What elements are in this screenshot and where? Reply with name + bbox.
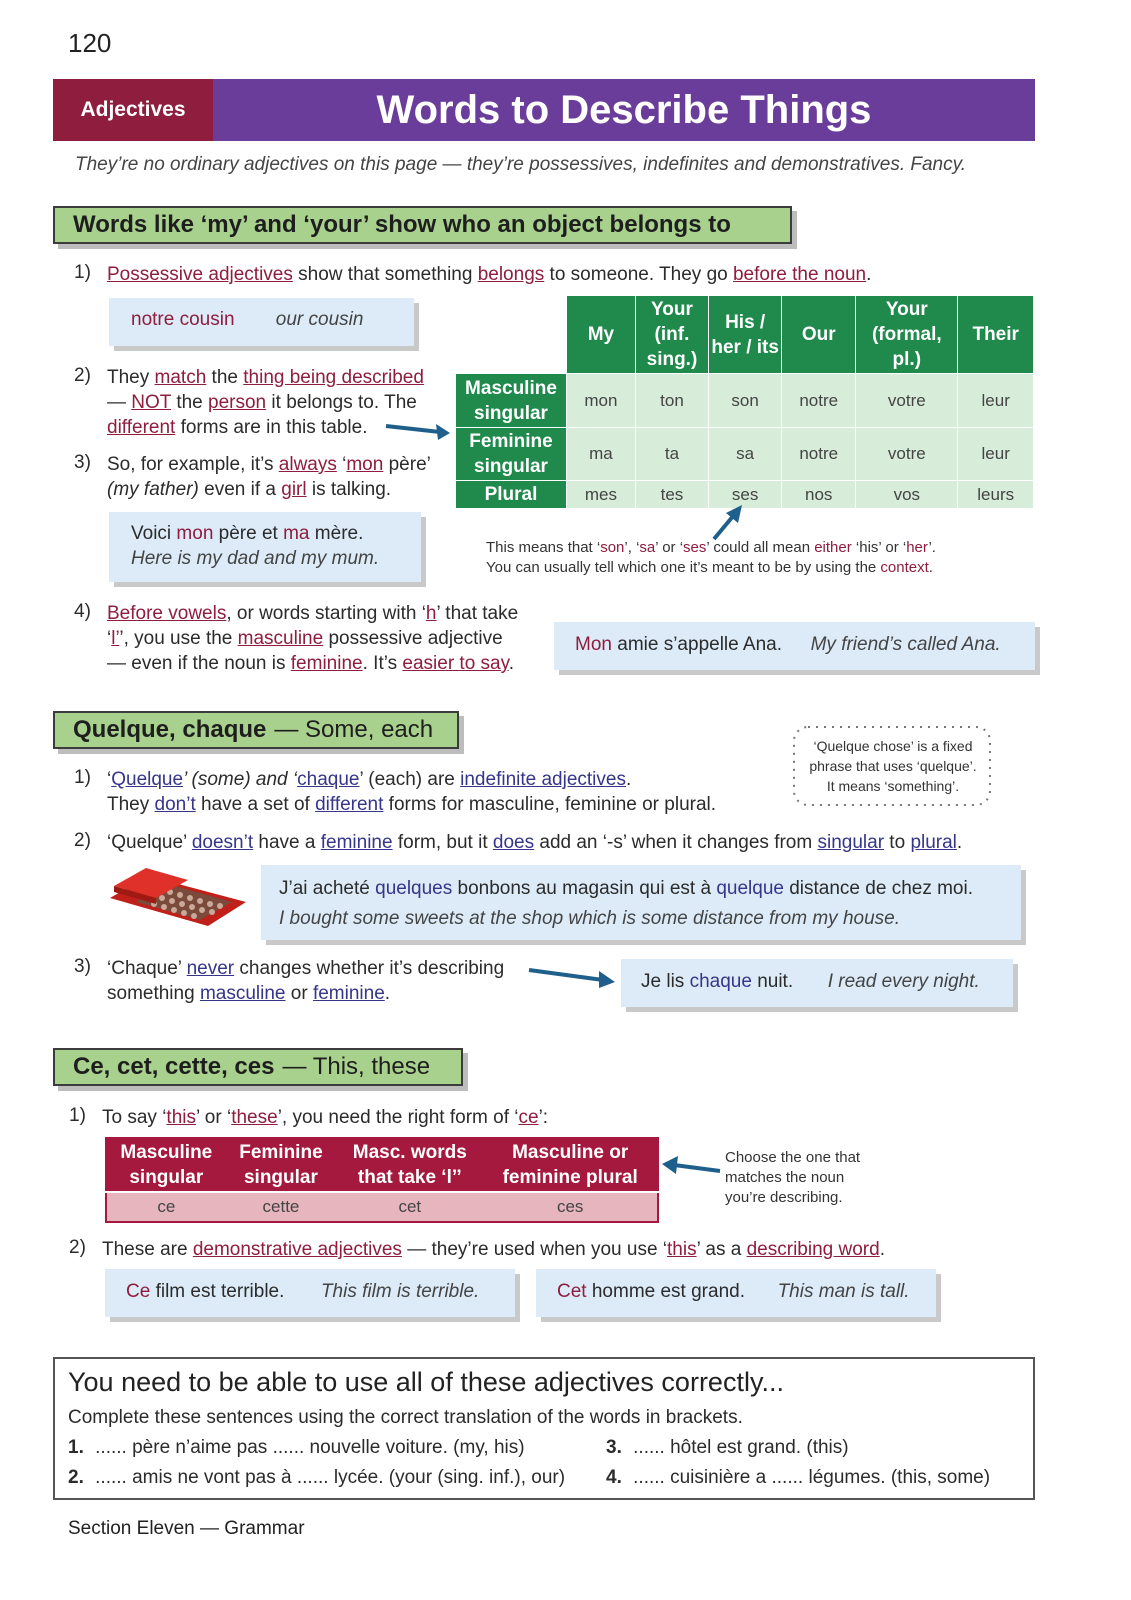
text: ’ that take <box>436 603 519 624</box>
text: distance from my house. <box>687 908 900 929</box>
section-tag: Adjectives <box>53 79 213 141</box>
term: person <box>208 392 267 413</box>
term: this <box>667 1239 697 1260</box>
table-cell: ces <box>483 1192 658 1222</box>
term: belongs <box>477 264 545 285</box>
text: J’ai acheté <box>279 878 376 899</box>
term: never <box>186 958 235 979</box>
highlight: Cet <box>557 1281 587 1302</box>
table-corner <box>456 296 567 374</box>
example-box <box>536 1269 936 1317</box>
table-cell: cet <box>336 1192 483 1222</box>
table-cell: ta <box>635 428 708 481</box>
term: don’t <box>154 794 196 815</box>
text: is talking. <box>306 479 392 500</box>
text: ’, you need the right form of ‘ <box>277 1107 519 1128</box>
text: , or words starting with ‘ <box>226 603 426 624</box>
term: these <box>231 1107 278 1128</box>
highlight: ma <box>283 523 310 544</box>
text: ’, ‘ <box>624 539 640 556</box>
term: girl <box>281 479 307 500</box>
highlight: chaque <box>689 971 752 992</box>
table-cell: notre <box>782 374 856 428</box>
text: matches the noun <box>725 1169 845 1186</box>
text: distance de chez moi. <box>783 878 973 899</box>
text: the <box>171 392 209 413</box>
term: mon <box>346 454 384 475</box>
practice-title: You need to be able to use all of these adjectives correctly... <box>68 1367 784 1397</box>
point-number: 1) <box>69 1105 86 1126</box>
highlight: quelques <box>375 878 453 899</box>
text: or <box>285 983 313 1004</box>
text: have a set of <box>195 794 316 815</box>
blank: ...... <box>633 1467 665 1488</box>
table-cell: ce <box>106 1192 226 1222</box>
highlight: every <box>881 971 929 992</box>
term: l’ <box>111 628 120 649</box>
blank: ...... <box>633 1437 665 1458</box>
row-label: Masculine singular <box>456 374 567 428</box>
heading-light: — This, these <box>282 1053 431 1080</box>
text: homme est grand. <box>586 1281 745 1302</box>
example-box <box>109 512 421 582</box>
demonstrative-table <box>105 1137 659 1223</box>
point-possessive-intro <box>107 262 871 287</box>
text: ’, you use the <box>119 628 238 649</box>
highlight: My <box>810 634 836 655</box>
table-cell: nos <box>782 481 856 509</box>
example-box <box>109 298 414 346</box>
chocolate-box-illustration <box>108 868 248 930</box>
point-number: 3) <box>74 452 91 473</box>
point-number: 2) <box>74 830 91 851</box>
arrow-icon <box>660 1155 722 1179</box>
highlight: her <box>906 539 929 556</box>
text: the <box>206 367 244 388</box>
text: amis ne vont pas à <box>126 1467 297 1488</box>
term: doesn’t <box>191 832 254 853</box>
text: . <box>928 559 933 576</box>
point-demonstrative <box>102 1237 885 1262</box>
highlight: sa <box>639 539 656 556</box>
table-header: Masculine or feminine plural <box>483 1138 658 1192</box>
text: ’ could all mean <box>706 539 815 556</box>
table-cell: tes <box>635 481 708 509</box>
section-heading-text: Words like ‘my’ and ‘your’ show who an object belongs to <box>73 211 731 238</box>
point-number: 3) <box>74 956 91 977</box>
text: — even if the noun is <box>107 653 291 674</box>
highlight: This <box>777 1281 814 1302</box>
text: dad and <box>221 548 302 569</box>
point-number: 2) <box>74 365 91 386</box>
point-match <box>107 365 424 440</box>
point-before-vowels <box>107 601 518 676</box>
text: film is terrible. <box>356 1281 480 1302</box>
point-indefinite <box>107 767 716 817</box>
page-subtitle: They’re no ordinary adjectives on this page — they’re possessives, indefinites and demonstratives. Fancy. <box>75 154 966 175</box>
term: feminine <box>290 653 363 674</box>
example-french: notre cousin <box>131 309 235 330</box>
point-quelque-plural <box>107 830 962 855</box>
heading-bold: Quelque, chaque <box>73 716 267 743</box>
blank: ...... <box>95 1467 127 1488</box>
highlight: Ce <box>126 1281 151 1302</box>
row-label: Feminine singular <box>456 428 567 481</box>
text: So, for example, it’s <box>107 454 279 475</box>
blank: ...... <box>296 1467 329 1488</box>
text: This means that ‘ <box>486 539 601 556</box>
highlight: some <box>352 908 400 929</box>
text: it belongs to. The <box>266 392 417 413</box>
text: . <box>866 264 872 285</box>
term: this <box>166 1107 196 1128</box>
text: nouvelle voiture. (my, his) <box>304 1437 525 1458</box>
text: . <box>508 653 514 674</box>
text: phrase that uses ‘quelque’. <box>809 758 977 774</box>
highlight: context <box>880 559 929 576</box>
point-number: 4) <box>74 601 91 622</box>
text: mum. <box>326 548 380 569</box>
section-heading-ce <box>53 1048 463 1086</box>
text: ’ (each) are <box>359 769 461 790</box>
text: ’. <box>928 539 936 556</box>
example-box <box>261 865 1021 940</box>
example-box <box>105 1269 515 1317</box>
text: They <box>107 367 155 388</box>
table-cell: votre <box>856 374 958 428</box>
table-cell: leur <box>958 374 1034 428</box>
text: Voici <box>131 523 177 544</box>
text: légumes. (this, some) <box>803 1467 991 1488</box>
text: cuisinière a <box>664 1467 772 1488</box>
term: indefinite adjectives <box>460 769 626 790</box>
term: feminine <box>320 832 393 853</box>
term: singular <box>817 832 885 853</box>
text: forms for masculine, feminine or plural. <box>383 794 717 815</box>
page-title: Words to Describe Things <box>213 79 1035 141</box>
highlight: ses <box>683 539 707 556</box>
text: I bought <box>279 908 353 929</box>
table-cell: son <box>709 374 782 428</box>
point-chaque <box>107 956 504 1006</box>
text: père et <box>213 523 284 544</box>
example-english: our cousin <box>275 309 364 330</box>
text: ‘his’ or ‘ <box>851 539 907 556</box>
table-header: His / her / its <box>709 296 782 374</box>
term: Before vowels <box>107 603 227 624</box>
text: hôtel est grand. (this) <box>664 1437 849 1458</box>
text: lycée. (your (sing. inf.), our) <box>328 1467 566 1488</box>
row-label: Plural <box>456 481 567 509</box>
term: plural <box>910 832 957 853</box>
point-ce-forms <box>102 1105 548 1130</box>
practice-instruction: Complete these sentences using the correct translation of the words in brackets. <box>68 1407 743 1428</box>
text: have a <box>253 832 321 853</box>
term: before the noun <box>732 264 867 285</box>
table-cell: ton <box>635 374 708 428</box>
term: h <box>425 603 437 624</box>
blank: ...... <box>95 1437 127 1458</box>
text: Choose the one that <box>725 1149 861 1166</box>
table-cell: mon <box>566 374 635 428</box>
example-box <box>554 622 1035 670</box>
text: friend’s called Ana. <box>835 634 1001 655</box>
term: Possessive adjectives <box>107 264 293 285</box>
text: — they’re used when you use ‘ <box>401 1239 668 1260</box>
point-example-mon <box>107 452 431 502</box>
term: different <box>107 417 176 438</box>
term: chaque <box>297 769 360 790</box>
highlight: my <box>301 548 327 569</box>
text: something <box>107 983 200 1004</box>
text: père’ <box>383 454 431 475</box>
table-cell: ma <box>566 428 635 481</box>
heading-light: — Some, each <box>274 716 434 743</box>
practice-item <box>68 1435 525 1460</box>
term: match <box>154 367 207 388</box>
text: . <box>384 983 391 1004</box>
term: masculine <box>199 983 286 1004</box>
highlight: some <box>641 908 688 929</box>
text: even if a <box>198 479 282 500</box>
text: bonbons au magasin qui est à <box>452 878 717 899</box>
text: you’re describing. <box>725 1189 843 1206</box>
term: demonstrative adjectives <box>192 1239 402 1260</box>
term: easier to say <box>402 653 509 674</box>
text: film est terrible. <box>150 1281 285 1302</box>
table-cell: ses <box>709 481 782 509</box>
text: show that something <box>292 264 478 285</box>
table-cell: notre <box>782 428 856 481</box>
term: masculine <box>237 628 324 649</box>
heading-bold: Ce, cet, cette, ces <box>73 1053 275 1080</box>
text: ’: <box>538 1107 549 1128</box>
point-number: 1) <box>74 767 91 788</box>
term: NOT <box>131 392 172 413</box>
highlight: son <box>600 539 625 556</box>
text: You can usually tell which one it’s meant to be by using the <box>486 559 881 576</box>
term: describing word <box>746 1239 880 1260</box>
table-header: Our <box>782 296 856 374</box>
item-number: 1. <box>68 1437 84 1458</box>
arrow-icon <box>384 420 454 440</box>
practice-item <box>68 1465 565 1490</box>
text: ’ or ‘ <box>655 539 684 556</box>
table-header: Feminine singular <box>226 1138 337 1192</box>
table-cell: sa <box>709 428 782 481</box>
term: always <box>278 454 337 475</box>
possessive-adjectives-table <box>455 295 1034 509</box>
text: ‘ <box>107 628 112 649</box>
text: ’ or ‘ <box>196 1107 232 1128</box>
highlight: quelque <box>716 878 784 899</box>
table-header: Masculine singular <box>106 1138 226 1192</box>
term: feminine <box>312 983 385 1004</box>
text: I read <box>827 971 882 992</box>
text: To say ‘ <box>102 1107 167 1128</box>
highlight: either <box>814 539 852 556</box>
text: ’ as a <box>696 1239 747 1260</box>
text: add an ‘-s’ when it changes from <box>534 832 818 853</box>
arrow-icon <box>708 503 748 543</box>
blank: ...... <box>272 1437 305 1458</box>
term: does <box>492 832 535 853</box>
text: changes whether it’s describing <box>234 958 505 979</box>
text: ‘Quelque’ <box>107 832 192 853</box>
text: Je lis <box>641 971 690 992</box>
term: ce <box>518 1107 539 1128</box>
text: night. <box>928 971 980 992</box>
text: — <box>107 392 132 413</box>
table-header: Masc. words that take ‘l’’ <box>336 1138 483 1192</box>
point-number: 2) <box>69 1237 86 1258</box>
text: ‘Quelque chose’ is a fixed <box>813 738 973 754</box>
section-heading-quelque <box>53 711 459 749</box>
text: They <box>107 794 155 815</box>
term: different <box>315 794 384 815</box>
text: It means ‘something’. <box>826 778 960 794</box>
text: forms are in this table. <box>175 417 368 438</box>
text: mère. <box>309 523 364 544</box>
text: ‘Chaque’ <box>107 958 187 979</box>
arrow-icon <box>527 966 619 990</box>
table-cell: votre <box>856 428 958 481</box>
example-box <box>621 959 1013 1007</box>
text: père n’aime pas <box>126 1437 273 1458</box>
highlight: Mon <box>575 634 612 655</box>
page-number: 120 <box>68 28 112 58</box>
table-cell: leur <box>958 428 1034 481</box>
bubble-text <box>800 736 986 796</box>
text: ‘ <box>336 454 347 475</box>
text: possessive adjective <box>323 628 503 649</box>
page-footer: Section Eleven — Grammar <box>68 1518 305 1539</box>
text: ’ (some) and ‘ <box>183 769 298 790</box>
text: . <box>625 769 632 790</box>
item-number: 4. <box>606 1467 622 1488</box>
table-cell: leurs <box>958 481 1034 509</box>
practice-item <box>606 1435 849 1460</box>
text: Here is <box>131 548 197 569</box>
practice-item <box>606 1465 990 1490</box>
table-header: Their <box>958 296 1034 374</box>
table-header: Your (inf. sing.) <box>635 296 708 374</box>
highlight: This <box>320 1281 357 1302</box>
table-header: My <box>566 296 635 374</box>
text: ‘ <box>107 769 112 790</box>
text: to <box>884 832 911 853</box>
term: thing being described <box>243 367 424 388</box>
highlight: mon <box>176 523 214 544</box>
section-heading-possessives <box>53 206 792 244</box>
item-number: 3. <box>606 1437 622 1458</box>
table-note <box>486 538 936 578</box>
text: (my father) <box>107 479 199 500</box>
table-cell: vos <box>856 481 958 509</box>
text: . It’s <box>362 653 403 674</box>
highlight: my <box>196 548 222 569</box>
text: form, but it <box>392 832 493 853</box>
text: . <box>879 1239 885 1260</box>
table-header: Your (formal, pl.) <box>856 296 958 374</box>
table-cell: mes <box>566 481 635 509</box>
text: to someone. They go <box>544 264 733 285</box>
text: . <box>956 832 963 853</box>
item-number: 2. <box>68 1467 84 1488</box>
table-note <box>725 1148 860 1208</box>
point-number: 1) <box>74 262 91 283</box>
text: amie s’appelle Ana. <box>611 634 783 655</box>
text: nuit. <box>751 971 794 992</box>
blank: ...... <box>771 1467 804 1488</box>
text: These are <box>102 1239 193 1260</box>
text: man is tall. <box>813 1281 910 1302</box>
text: sweets at the shop which is <box>399 908 642 929</box>
term: Quelque <box>111 769 184 790</box>
table-cell: cette <box>226 1192 337 1222</box>
